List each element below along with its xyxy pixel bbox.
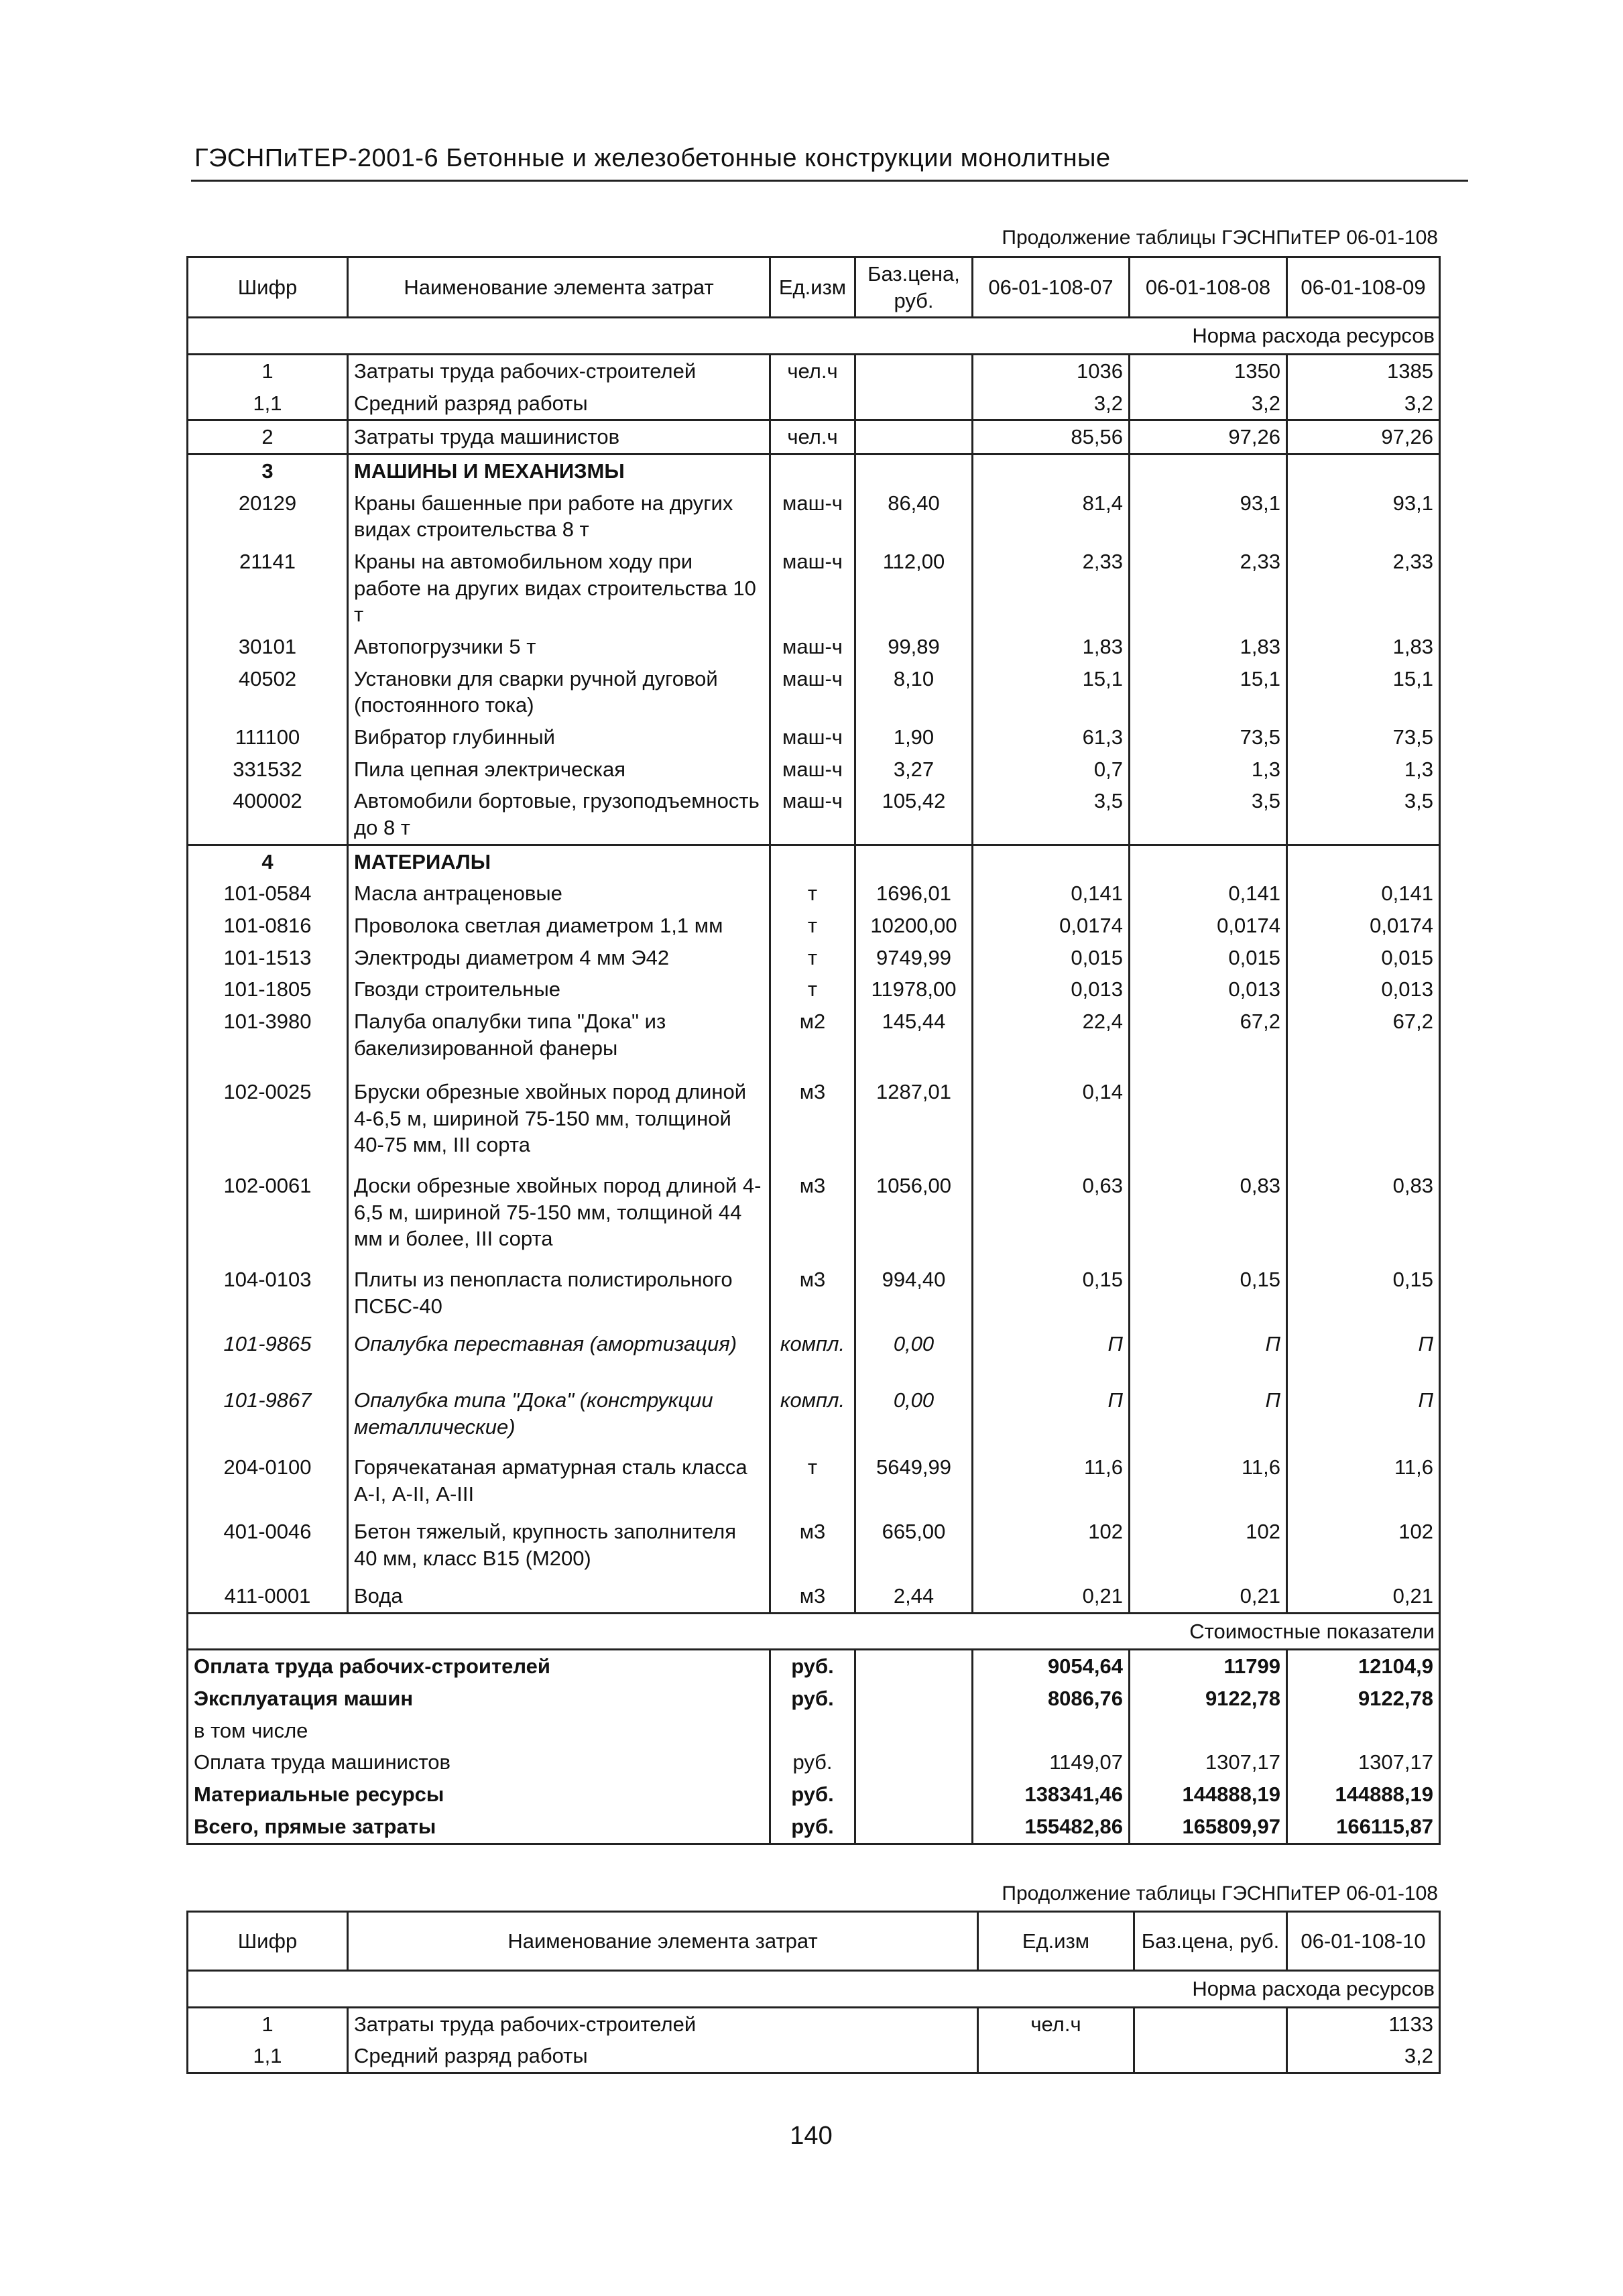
row-name: Плиты из пенопласта полистирольного ПСБС-40	[348, 1264, 770, 1328]
row-value-09: 11,6	[1287, 1451, 1440, 1516]
total-value-07	[973, 1715, 1130, 1747]
total-label: Материальные ресурсы	[188, 1778, 770, 1811]
row-name: Опалубка типа "Дока" (конструкции металлические)	[348, 1384, 770, 1451]
row-unit	[978, 2040, 1134, 2073]
row-code: 1,1	[188, 387, 348, 420]
row-unit	[770, 387, 855, 420]
row-unit: т	[770, 878, 855, 910]
table1-caption: Продолжение таблицы ГЭСНПиТЕР 06-01-108	[1002, 227, 1438, 249]
row-price: 3,27	[855, 753, 973, 786]
table-row	[188, 546, 1440, 631]
row-price: 105,42	[855, 785, 973, 845]
row-unit	[770, 455, 855, 487]
row-price: 1,90	[855, 721, 973, 753]
table-row	[188, 785, 1440, 845]
total-label: Всего, прямые затраты	[188, 1811, 770, 1844]
row-value-09: 1385	[1287, 355, 1440, 387]
table-row	[188, 721, 1440, 753]
cost-indicators-label: Стоимостные показатели	[188, 1613, 1440, 1650]
row-name: Затраты труда машинистов	[348, 420, 770, 455]
row-name: Пила цепная электрическая	[348, 753, 770, 786]
total-unit: руб.	[770, 1650, 855, 1683]
row-value-09: 102	[1287, 1516, 1440, 1580]
row-value-08: 0,83	[1130, 1170, 1287, 1264]
row-code: 101-0816	[188, 910, 348, 942]
row-value-09: 2,33	[1287, 546, 1440, 631]
row-code: 101-3980	[188, 1006, 348, 1076]
row-value-09: 0,83	[1287, 1170, 1440, 1264]
row-value-08: 3,5	[1130, 785, 1287, 845]
resource-norms-table-2	[186, 1911, 1441, 2074]
total-unit: руб.	[770, 1746, 855, 1778]
row-value-07: П	[973, 1328, 1130, 1384]
total-value-07: 138341,46	[973, 1778, 1130, 1811]
total-unit: руб.	[770, 1811, 855, 1844]
row-code: 411-0001	[188, 1580, 348, 1613]
col-header-06-01-108-09: 06-01-108-09	[1287, 257, 1440, 318]
row-code: 30101	[188, 631, 348, 663]
row-value-08: 1,83	[1130, 631, 1287, 663]
row-value-08: П	[1130, 1328, 1287, 1384]
row-name: Доски обрезные хвойных пород длиной 4-6,5 м, шириной 75-150 мм, толщиной 44 мм и более, III сорта	[348, 1170, 770, 1264]
row-price: 994,40	[855, 1264, 973, 1328]
row-value-09	[1287, 845, 1440, 878]
col-header-name: Наименование элемента затрат	[348, 1912, 978, 1971]
total-row	[188, 1650, 1440, 1683]
row-value-09: 0,013	[1287, 973, 1440, 1006]
table-row	[188, 420, 1440, 455]
row-code: 40502	[188, 663, 348, 721]
row-value-08: 73,5	[1130, 721, 1287, 753]
row-value-08: 0,015	[1130, 942, 1287, 974]
table-row	[188, 878, 1440, 910]
row-code: 1	[188, 2007, 348, 2040]
row-unit: маш-ч	[770, 721, 855, 753]
row-value-08: 11,6	[1130, 1451, 1287, 1516]
row-price: 11978,00	[855, 973, 973, 1006]
row-code: 400002	[188, 785, 348, 845]
row-value-09: 0,141	[1287, 878, 1440, 910]
row-value-08	[1130, 1076, 1287, 1170]
row-value-10: 1133	[1287, 2007, 1440, 2040]
table-row	[188, 1006, 1440, 1076]
row-name: Гвозди строительные	[348, 973, 770, 1006]
total-value-09: 9122,78	[1287, 1683, 1440, 1715]
total-value-07: 1149,07	[973, 1746, 1130, 1778]
row-value-09: 0,015	[1287, 942, 1440, 974]
row-value-09: 0,0174	[1287, 910, 1440, 942]
row-unit: чел.ч	[770, 355, 855, 387]
row-value-08: 0,0174	[1130, 910, 1287, 942]
row-price: 86,40	[855, 487, 973, 546]
row-price	[855, 845, 973, 878]
row-unit: маш-ч	[770, 546, 855, 631]
row-name: Бетон тяжелый, крупность заполнителя 40 мм, класс В15 (М200)	[348, 1516, 770, 1580]
row-name: Горячекатаная арматурная сталь класса А-I, А-II, А-III	[348, 1451, 770, 1516]
row-code: 101-1513	[188, 942, 348, 974]
row-value-07: 0,63	[973, 1170, 1130, 1264]
total-row	[188, 1715, 1440, 1747]
row-unit: т	[770, 973, 855, 1006]
total-row	[188, 1811, 1440, 1844]
row-value-07: 3,5	[973, 785, 1130, 845]
row-value-08: 15,1	[1130, 663, 1287, 721]
row-name: Вода	[348, 1580, 770, 1613]
row-value-09: П	[1287, 1328, 1440, 1384]
row-value-08: 97,26	[1130, 420, 1287, 455]
row-name: Палуба опалубки типа "Дока" из бакелизированной фанеры	[348, 1006, 770, 1076]
total-row	[188, 1683, 1440, 1715]
table-row	[188, 355, 1440, 387]
row-price: 2,44	[855, 1580, 973, 1613]
row-unit: м3	[770, 1516, 855, 1580]
row-value-09: 15,1	[1287, 663, 1440, 721]
row-price	[1134, 2007, 1287, 2040]
row-value-08: 67,2	[1130, 1006, 1287, 1076]
row-unit: м3	[770, 1076, 855, 1170]
row-value-09: 73,5	[1287, 721, 1440, 753]
total-value-07: 155482,86	[973, 1811, 1130, 1844]
row-price: 145,44	[855, 1006, 973, 1076]
row-unit: чел.ч	[978, 2007, 1134, 2040]
row-name: Опалубка переставная (амортизация)	[348, 1328, 770, 1384]
row-value-07: 22,4	[973, 1006, 1130, 1076]
col-header-06-01-108-07: 06-01-108-07	[973, 257, 1130, 318]
row-value-08: 102	[1130, 1516, 1287, 1580]
row-code: 21141	[188, 546, 348, 631]
row-name: Масла антраценовые	[348, 878, 770, 910]
total-row	[188, 1778, 1440, 1811]
section-row	[188, 455, 1440, 487]
total-label: Оплата труда рабочих-строителей	[188, 1650, 770, 1683]
row-price	[855, 355, 973, 387]
row-price	[855, 420, 973, 455]
page-number: 140	[790, 2122, 833, 2150]
row-value-07: 102	[973, 1516, 1130, 1580]
table-row	[188, 1264, 1440, 1328]
total-row	[188, 1746, 1440, 1778]
row-unit: маш-ч	[770, 753, 855, 786]
row-value-07: 0,14	[973, 1076, 1130, 1170]
row-code: 102-0025	[188, 1076, 348, 1170]
row-value-07: 0,21	[973, 1580, 1130, 1613]
row-value-07: 2,33	[973, 546, 1130, 631]
resource-norms-table	[186, 256, 1441, 1845]
row-code: 111100	[188, 721, 348, 753]
table-row	[188, 1170, 1440, 1264]
total-value-09: 12104,9	[1287, 1650, 1440, 1683]
row-price: 10200,00	[855, 910, 973, 942]
row-code: 331532	[188, 753, 348, 786]
row-unit: компл.	[770, 1328, 855, 1384]
row-unit: чел.ч	[770, 420, 855, 455]
col-header-06-01-108-10: 06-01-108-10	[1287, 1912, 1440, 1971]
table-row	[188, 663, 1440, 721]
table-row	[188, 2007, 1440, 2040]
row-unit: т	[770, 910, 855, 942]
section-title: МАТЕРИАЛЫ	[348, 845, 770, 878]
row-name: Краны башенные при работе на других видах строительства 8 т	[348, 487, 770, 546]
row-name: Электроды диаметром 4 мм Э42	[348, 942, 770, 974]
row-name: Средний разряд работы	[348, 387, 770, 420]
row-name: Проволока светлая диаметром 1,1 мм	[348, 910, 770, 942]
row-code: 1,1	[188, 2040, 348, 2073]
table-row	[188, 1328, 1440, 1384]
table-row	[188, 1451, 1440, 1516]
col-header-base-price: Баз.цена, руб.	[855, 257, 973, 318]
row-value-07: 81,4	[973, 487, 1130, 546]
row-value-09: 93,1	[1287, 487, 1440, 546]
table-row	[188, 1580, 1440, 1613]
section-title: МАШИНЫ И МЕХАНИЗМЫ	[348, 455, 770, 487]
row-value-07	[973, 455, 1130, 487]
total-unit: руб.	[770, 1683, 855, 1715]
total-value-09: 1307,17	[1287, 1746, 1440, 1778]
total-value-09: 144888,19	[1287, 1778, 1440, 1811]
row-value-07: П	[973, 1384, 1130, 1451]
row-value-08: 0,141	[1130, 878, 1287, 910]
table-row	[188, 753, 1440, 786]
total-value-08: 144888,19	[1130, 1778, 1287, 1811]
total-value-08: 11799	[1130, 1650, 1287, 1683]
row-value-09: 3,2	[1287, 387, 1440, 420]
row-value-09	[1287, 1076, 1440, 1170]
row-price	[1134, 2040, 1287, 2073]
row-code: 101-9867	[188, 1384, 348, 1451]
row-value-07: 0,015	[973, 942, 1130, 974]
total-label: в том числе	[188, 1715, 770, 1747]
row-price: 8,10	[855, 663, 973, 721]
row-value-09: 3,5	[1287, 785, 1440, 845]
row-code: 204-0100	[188, 1451, 348, 1516]
row-value-07: 0,013	[973, 973, 1130, 1006]
row-unit: т	[770, 942, 855, 974]
row-value-09: 0,15	[1287, 1264, 1440, 1328]
table-row	[188, 2040, 1440, 2073]
row-unit: м3	[770, 1170, 855, 1264]
row-unit: маш-ч	[770, 631, 855, 663]
total-value-09: 166115,87	[1287, 1811, 1440, 1844]
norm-label: Норма расхода ресурсов	[188, 318, 1440, 355]
row-value-07	[973, 845, 1130, 878]
row-value-07: 3,2	[973, 387, 1130, 420]
row-code: 401-0046	[188, 1516, 348, 1580]
total-value-08: 1307,17	[1130, 1746, 1287, 1778]
row-name: Автопогрузчики 5 т	[348, 631, 770, 663]
table-row	[188, 631, 1440, 663]
col-header-unit: Ед.изм	[978, 1912, 1134, 1971]
row-price: 1287,01	[855, 1076, 973, 1170]
row-value-09: П	[1287, 1384, 1440, 1451]
total-label: Оплата труда машинистов	[188, 1746, 770, 1778]
row-price: 0,00	[855, 1384, 973, 1451]
total-value-08: 165809,97	[1130, 1811, 1287, 1844]
row-name: Вибратор глубинный	[348, 721, 770, 753]
row-price: 112,00	[855, 546, 973, 631]
col-header-name: Наименование элемента затрат	[348, 257, 770, 318]
total-value-07: 8086,76	[973, 1683, 1130, 1715]
table-row	[188, 910, 1440, 942]
row-value-07: 15,1	[973, 663, 1130, 721]
row-name: Бруски обрезные хвойных пород длиной 4-6,5 м, шириной 75-150 мм, толщиной 40-75 мм, III сорта	[348, 1076, 770, 1170]
total-value-08: 9122,78	[1130, 1683, 1287, 1715]
row-value-07: 11,6	[973, 1451, 1130, 1516]
row-unit: м3	[770, 1580, 855, 1613]
table-row	[188, 487, 1440, 546]
row-name: Затраты труда рабочих-строителей	[348, 355, 770, 387]
row-value-07: 0,7	[973, 753, 1130, 786]
row-code: 20129	[188, 487, 348, 546]
row-unit: т	[770, 1451, 855, 1516]
row-value-08	[1130, 455, 1287, 487]
row-value-09: 97,26	[1287, 420, 1440, 455]
row-value-08: 1,3	[1130, 753, 1287, 786]
row-price: 1056,00	[855, 1170, 973, 1264]
row-unit	[770, 845, 855, 878]
col-header-base-price: Баз.цена, руб.	[1134, 1912, 1287, 1971]
row-unit: компл.	[770, 1384, 855, 1451]
section-code: 4	[188, 845, 348, 878]
row-price: 99,89	[855, 631, 973, 663]
row-name: Установки для сварки ручной дуговой (постоянного тока)	[348, 663, 770, 721]
row-code: 104-0103	[188, 1264, 348, 1328]
total-value-07: 9054,64	[973, 1650, 1130, 1683]
row-unit: м3	[770, 1264, 855, 1328]
row-value-08: 1350	[1130, 355, 1287, 387]
running-header: ГЭСНПиТЕР-2001-6 Бетонные и железобетонные конструкции монолитные	[194, 144, 1111, 172]
row-name: Краны на автомобильном ходу при работе на других видах строительства 10 т	[348, 546, 770, 631]
row-unit: маш-ч	[770, 487, 855, 546]
row-code: 2	[188, 420, 348, 455]
row-code: 1	[188, 355, 348, 387]
row-price: 9749,99	[855, 942, 973, 974]
col-header-code: Шифр	[188, 1912, 348, 1971]
row-value-09: 1,3	[1287, 753, 1440, 786]
table-row	[188, 1384, 1440, 1451]
row-price: 1696,01	[855, 878, 973, 910]
row-value-07: 61,3	[973, 721, 1130, 753]
row-price	[855, 387, 973, 420]
table-row	[188, 973, 1440, 1006]
row-price: 5649,99	[855, 1451, 973, 1516]
row-value-08: П	[1130, 1384, 1287, 1451]
row-value-07: 1036	[973, 355, 1130, 387]
row-value-09	[1287, 455, 1440, 487]
table2-caption: Продолжение таблицы ГЭСНПиТЕР 06-01-108	[1002, 1882, 1438, 1905]
row-value-08: 0,21	[1130, 1580, 1287, 1613]
col-header-06-01-108-08: 06-01-108-08	[1130, 257, 1287, 318]
table-row	[188, 1516, 1440, 1580]
section-row	[188, 845, 1440, 878]
header-divider	[191, 180, 1468, 182]
row-value-09: 0,21	[1287, 1580, 1440, 1613]
row-code: 101-1805	[188, 973, 348, 1006]
section-code: 3	[188, 455, 348, 487]
row-unit: маш-ч	[770, 785, 855, 845]
row-value-08: 0,013	[1130, 973, 1287, 1006]
row-name: Затраты труда рабочих-строителей	[348, 2007, 978, 2040]
row-value-08: 0,15	[1130, 1264, 1287, 1328]
col-header-unit: Ед.изм	[770, 257, 855, 318]
row-value-09: 67,2	[1287, 1006, 1440, 1076]
norm-label: Норма расхода ресурсов	[188, 1971, 1440, 2008]
row-unit: м2	[770, 1006, 855, 1076]
table-row	[188, 1076, 1440, 1170]
row-unit: маш-ч	[770, 663, 855, 721]
row-value-07: 0,141	[973, 878, 1130, 910]
total-value-09	[1287, 1715, 1440, 1747]
row-price	[855, 455, 973, 487]
row-value-08: 3,2	[1130, 387, 1287, 420]
total-unit: руб.	[770, 1778, 855, 1811]
total-unit	[770, 1715, 855, 1747]
row-value-07: 0,15	[973, 1264, 1130, 1328]
total-value-08	[1130, 1715, 1287, 1747]
row-price: 0,00	[855, 1328, 973, 1384]
total-label: Эксплуатация машин	[188, 1683, 770, 1715]
table-row	[188, 387, 1440, 420]
row-value-10: 3,2	[1287, 2040, 1440, 2073]
row-value-08: 93,1	[1130, 487, 1287, 546]
row-value-09: 1,83	[1287, 631, 1440, 663]
row-name: Автомобили бортовые, грузоподъемность до 8 т	[348, 785, 770, 845]
row-name: Средний разряд работы	[348, 2040, 978, 2073]
row-value-07: 0,0174	[973, 910, 1130, 942]
row-code: 101-0584	[188, 878, 348, 910]
row-value-07: 85,56	[973, 420, 1130, 455]
col-header-code: Шифр	[188, 257, 348, 318]
row-code: 102-0061	[188, 1170, 348, 1264]
table-row	[188, 942, 1440, 974]
row-value-07: 1,83	[973, 631, 1130, 663]
row-value-08	[1130, 845, 1287, 878]
row-code: 101-9865	[188, 1328, 348, 1384]
row-value-08: 2,33	[1130, 546, 1287, 631]
row-price: 665,00	[855, 1516, 973, 1580]
